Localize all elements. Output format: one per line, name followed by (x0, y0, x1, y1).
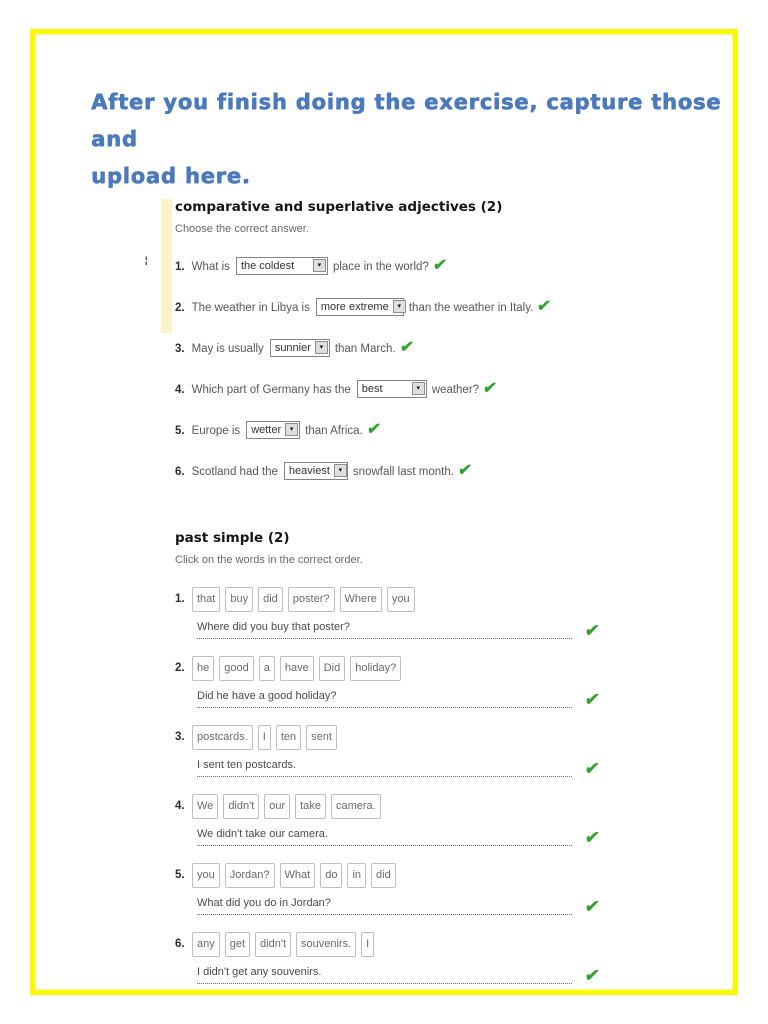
word-tile[interactable]: did (371, 863, 396, 888)
word-tile[interactable]: camera. (331, 794, 381, 819)
exercise-instructions: Click on the words in the correct order. (175, 554, 363, 566)
word-tile[interactable]: get (225, 932, 250, 957)
question-row (175, 420, 641, 441)
exercise-title: past simple (2) (175, 530, 290, 546)
exercise-title: comparative and superlative adjectives (2) (175, 199, 503, 215)
correct-check-icon: ✔ (431, 257, 448, 274)
correct-check-icon: ✔ (583, 828, 601, 847)
yellow-border-frame (30, 29, 738, 995)
answer-line (197, 617, 601, 640)
question-text-before: Europe is (191, 425, 241, 437)
question-text-after: than Africa. (305, 425, 363, 437)
correct-check-icon: ✔ (583, 759, 601, 778)
item-number: 5. (175, 869, 185, 881)
word-tile[interactable]: Where (340, 587, 382, 612)
item-number: 2. (175, 662, 185, 674)
answer-dropdown[interactable] (357, 380, 427, 398)
exercise-instructions: Choose the correct answer. (175, 223, 309, 235)
question-text-after: than March. (334, 343, 396, 355)
answer-dropdown[interactable] (246, 421, 300, 439)
question-number: 1. (175, 261, 185, 273)
answer-sentence: Where did you buy that poster? (197, 621, 350, 633)
question-text-before: The weather in Libya is (191, 302, 310, 314)
correct-check-icon: ✔ (536, 298, 552, 315)
question-text-after: weather? (431, 384, 480, 396)
question-number: 6. (175, 466, 185, 478)
word-tile[interactable]: poster? (288, 587, 335, 612)
dropdown-selected-value: heaviest (288, 464, 330, 477)
answer-line (197, 755, 601, 778)
question-row (175, 297, 641, 318)
item-number: 3. (175, 731, 185, 743)
dropdown-selected-value: wetter (251, 423, 282, 436)
item-number: 1. (175, 593, 185, 605)
question-number: 5. (175, 425, 185, 437)
sentence-item (175, 863, 641, 915)
word-tiles-row (175, 587, 641, 612)
word-tile[interactable]: ten (276, 725, 301, 750)
correct-check-icon: ✔ (481, 380, 498, 397)
word-tile[interactable]: I (258, 725, 271, 750)
question-list (175, 256, 641, 482)
dropdown-selected-value: sunnier (274, 341, 311, 354)
question-text-after: place in the world? (332, 261, 429, 273)
word-tile[interactable]: What (280, 863, 316, 888)
dropdown-arrow-icon: ▾ (334, 464, 347, 477)
word-tile[interactable]: you (192, 863, 220, 888)
page-title-line2: upload here. (91, 164, 251, 188)
exercise-screenshot (145, 199, 641, 985)
word-tile[interactable]: souvenirs. (296, 932, 356, 957)
sentence-item-list (175, 587, 641, 984)
correct-check-icon: ✔ (456, 462, 473, 479)
dropdown-arrow-icon: ▾ (412, 382, 425, 395)
word-tile[interactable]: postcards. (192, 725, 253, 750)
question-number: 2. (175, 302, 185, 314)
word-tile[interactable]: that (192, 587, 220, 612)
word-tiles-row (175, 932, 641, 957)
question-row (175, 256, 641, 277)
stray-mark: ¦ (145, 255, 148, 265)
word-tile[interactable]: you (387, 587, 415, 612)
correct-check-icon: ✔ (365, 421, 382, 438)
question-row (175, 379, 641, 400)
word-tile[interactable]: any (192, 932, 220, 957)
word-tiles-row (175, 794, 641, 819)
answer-line (197, 686, 601, 709)
answer-sentence: Did he have a good holiday? (197, 690, 337, 702)
word-tile[interactable]: he (192, 656, 214, 681)
item-number: 4. (175, 800, 185, 812)
word-tile[interactable]: do (320, 863, 342, 888)
correct-check-icon: ✔ (583, 897, 601, 916)
answer-sentence: What did you do in Jordan? (197, 897, 331, 909)
word-tiles-row (175, 656, 641, 681)
word-tile[interactable]: did (258, 587, 283, 612)
question-row (175, 461, 641, 482)
sentence-item (175, 794, 641, 846)
word-tile[interactable]: I (361, 932, 374, 957)
answer-sentence: We didn't take our camera. (197, 828, 328, 840)
highlight-bar (161, 199, 172, 333)
item-number: 6. (175, 938, 185, 950)
word-tile[interactable]: in (347, 863, 366, 888)
correct-check-icon: ✔ (583, 966, 601, 985)
question-text-after: than the weather in Italy. (408, 302, 534, 314)
question-number: 3. (175, 343, 185, 355)
sentence-item (175, 725, 641, 777)
word-tile[interactable]: sent (306, 725, 337, 750)
exercise-past-simple (161, 530, 641, 984)
word-tile[interactable]: take (295, 794, 326, 819)
dropdown-arrow-icon: ▾ (285, 423, 298, 436)
answer-line (197, 893, 601, 916)
question-row (175, 338, 641, 359)
answer-dropdown[interactable] (236, 257, 328, 275)
word-tile[interactable]: didn't (223, 794, 259, 819)
answer-dropdown[interactable] (284, 462, 348, 480)
question-text-before: Which part of Germany has the (191, 384, 351, 396)
word-tile[interactable]: our (264, 794, 290, 819)
question-text-before: May is usually (191, 343, 264, 355)
answer-sentence: I sent ten postcards. (197, 759, 297, 771)
sentence-item (175, 587, 641, 639)
exercise-comparatives (161, 199, 641, 482)
answer-line (197, 962, 601, 985)
dropdown-arrow-icon: ▾ (315, 341, 328, 354)
sentence-item (175, 656, 641, 708)
page-title (91, 84, 733, 195)
word-tiles-row (175, 725, 641, 750)
word-tile[interactable]: Did (319, 656, 346, 681)
answer-dropdown[interactable] (316, 298, 404, 316)
dropdown-selected-value: more extreme (320, 300, 389, 313)
correct-check-icon: ✔ (583, 690, 601, 709)
question-number: 4. (175, 384, 185, 396)
word-tile[interactable]: good (219, 656, 253, 681)
page-title-line1: After you finish doing the exercise, capture those and (91, 90, 722, 151)
sentence-item (175, 932, 641, 984)
word-tile[interactable]: didn't (255, 932, 291, 957)
question-text-before: Scotland had the (191, 466, 278, 478)
word-tile[interactable]: holiday? (350, 656, 401, 681)
question-text-after: snowfall last month. (352, 466, 454, 478)
question-text-before: What is (191, 261, 230, 273)
word-tile[interactable]: have (280, 656, 314, 681)
word-tile[interactable]: buy (225, 587, 253, 612)
dropdown-selected-value: best (361, 382, 383, 395)
dropdown-selected-value: the coldest (240, 259, 295, 272)
correct-check-icon: ✔ (583, 621, 601, 640)
answer-dropdown[interactable] (270, 339, 330, 357)
answer-line (197, 824, 601, 847)
word-tile[interactable]: We (192, 794, 218, 819)
word-tile[interactable]: a (259, 656, 275, 681)
word-tiles-row (175, 863, 641, 888)
correct-check-icon: ✔ (398, 339, 415, 356)
word-tile[interactable]: Jordan? (225, 863, 275, 888)
dropdown-arrow-icon: ▾ (393, 300, 406, 313)
answer-sentence: I didn't get any souvenirs. (197, 966, 322, 978)
dropdown-arrow-icon: ▾ (313, 259, 326, 272)
